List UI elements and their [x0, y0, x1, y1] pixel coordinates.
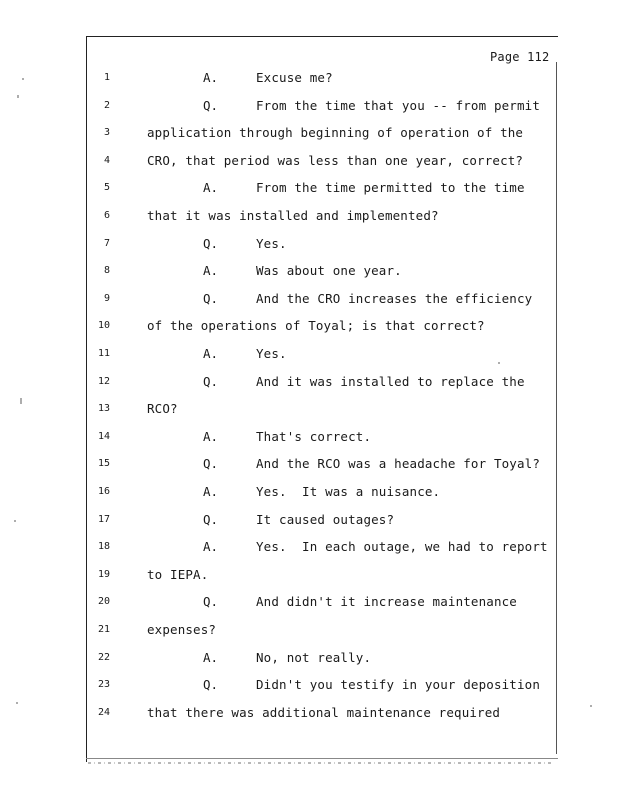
line-number: 23 [97, 679, 110, 691]
testimony-text: expenses? [147, 622, 217, 637]
transcript-line [0, 399, 618, 419]
transcript-line [0, 289, 618, 309]
speaker-label: Q. [203, 97, 219, 113]
line-number: 12 [97, 375, 110, 387]
line-number: 15 [97, 458, 110, 470]
line-number: 1 [103, 72, 110, 83]
transcript-line [0, 261, 618, 281]
transcript-line [0, 565, 618, 585]
speaker-label: Q. [203, 373, 219, 389]
testimony-text: Yes. [256, 235, 287, 251]
transcript-line [0, 648, 618, 668]
testimony-text: Yes. [256, 346, 287, 361]
line-number: 22 [97, 651, 110, 663]
transcript-line [0, 620, 618, 640]
testimony-text: Yes. In each outage, we had to report [256, 539, 548, 555]
page-number-header: Page 112 [490, 50, 550, 64]
line-number: 10 [97, 320, 110, 332]
line-number: 24 [97, 706, 110, 718]
testimony-text: And the CRO increases the efficiency [256, 290, 533, 306]
line-number: 17 [97, 513, 110, 525]
testimony-text: Excuse me? [256, 70, 333, 85]
line-number: 16 [97, 486, 110, 497]
transcript-line [0, 96, 618, 116]
line-number: 21 [97, 624, 110, 635]
testimony-text: And the RCO was a headache for Toyal? [256, 456, 540, 472]
speaker-label: A. [203, 649, 219, 665]
transcript-line [0, 151, 618, 171]
top-border-line [86, 36, 558, 37]
transcript-line [0, 123, 618, 143]
testimony-text: CRO, that period was less than one year, correct? [147, 152, 524, 168]
speaker-label: A. [203, 180, 219, 196]
speaker-label: A. [203, 484, 219, 499]
line-number: 2 [103, 99, 110, 111]
line-number: 19 [97, 568, 110, 580]
testimony-text: of the operations of Toyal; is that correct? [147, 318, 485, 334]
speaker-label: Q. [203, 594, 219, 610]
transcript-line [0, 675, 618, 695]
line-number: 20 [97, 596, 110, 608]
speaker-label: Q. [203, 456, 219, 472]
transcript-line [0, 454, 618, 474]
line-number: 9 [103, 292, 110, 304]
transcript-line [0, 344, 618, 364]
speaker-label: A. [203, 263, 219, 279]
testimony-text: Didn't you testify in your deposition [256, 677, 540, 693]
line-number: 6 [103, 210, 110, 221]
speaker-label: A. [203, 70, 219, 85]
speaker-label: A. [203, 346, 219, 361]
speaker-label: Q. [203, 290, 219, 306]
testimony-text: From the time that you -- from permit [256, 97, 540, 113]
transcript-line [0, 206, 618, 226]
testimony-text: No, not really. [256, 649, 372, 665]
testimony-text: RCO? [147, 401, 178, 417]
speaker-label: Q. [203, 677, 219, 693]
footer-scan-artifact [88, 762, 554, 764]
transcript-line [0, 178, 618, 198]
testimony-text: to IEPA. [147, 566, 209, 582]
testimony-text: that it was installed and implemented? [147, 208, 439, 223]
speaker-label: Q. [203, 235, 219, 251]
line-number: 4 [103, 154, 110, 166]
testimony-text: that there was additional maintenance required [147, 704, 501, 720]
bottom-border-line [86, 758, 558, 759]
testimony-text: It caused outages? [256, 511, 395, 527]
transcript-line [0, 592, 618, 612]
line-number: 14 [97, 430, 110, 442]
testimony-text: Yes. It was a nuisance. [256, 484, 441, 499]
transcript-line [0, 703, 618, 723]
testimony-text: From the time permitted to the time [256, 180, 525, 196]
testimony-text: application through beginning of operation of the [147, 125, 524, 141]
testimony-text: Was about one year. [256, 263, 402, 279]
speaker-label: Q. [203, 511, 219, 527]
line-number: 7 [103, 237, 110, 249]
line-number: 18 [97, 541, 110, 553]
testimony-text: And it was installed to replace the [256, 373, 525, 389]
line-number: 13 [97, 403, 110, 415]
transcript-line [0, 372, 618, 392]
testimony-text: And didn't it increase maintenance [256, 594, 517, 610]
transcript-line [0, 68, 618, 88]
transcript-line [0, 316, 618, 336]
transcript-line [0, 482, 618, 502]
speaker-label: A. [203, 539, 219, 555]
transcript-line [0, 234, 618, 254]
speaker-label: A. [203, 428, 219, 444]
line-number: 11 [97, 348, 110, 359]
transcript-line [0, 427, 618, 447]
line-number: 5 [103, 182, 110, 194]
testimony-text: That's correct. [256, 428, 372, 444]
transcript-line [0, 537, 618, 557]
line-number: 8 [103, 265, 110, 277]
transcript-line [0, 510, 618, 530]
line-number: 3 [103, 127, 110, 139]
